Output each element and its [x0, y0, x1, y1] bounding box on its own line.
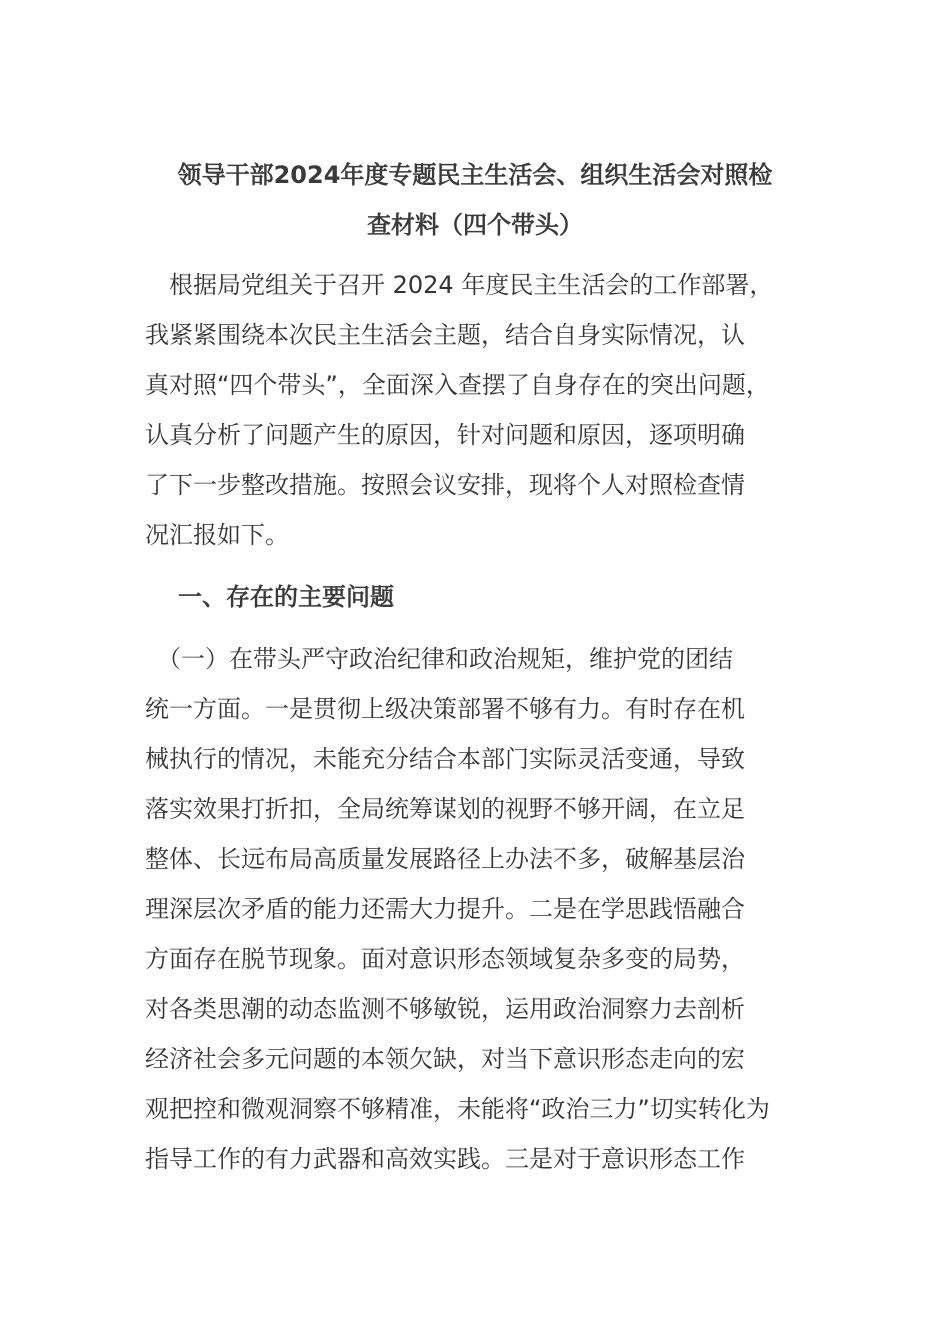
intro-paragraph — [145, 260, 815, 560]
section1-line: 落实效果打折扣，全局统筹谋划的视野不够开阔，在立足 — [145, 795, 745, 823]
section1-line: 观把控和微观洞察不够精准，未能将“政治三力”切实转化为 — [145, 1095, 770, 1123]
section1-line: 方面存在脱节现象。面对意识形态领域复杂多变的局势， — [145, 945, 745, 973]
section1-paragraph — [145, 634, 815, 1184]
intro-line: 我紧紧围绕本次民主生活会主题，结合自身实际情况，认 — [145, 321, 745, 349]
section1-line: 理深层次矛盾的能力还需大力提升。二是在学思践悟融合 — [145, 895, 745, 923]
title-line-1: 领导干部2024年度专题民主生活会、组织生活会对照检 — [177, 161, 773, 189]
section1-line: 整体、长远布局高质量发展路径上办法不多，破解基层治 — [145, 845, 745, 873]
section1-line: 械执行的情况，未能充分结合本部门实际灵活变通，导致 — [145, 745, 745, 773]
intro-line: 真对照“四个带头”，全面深入查摆了自身存在的突出问题， — [145, 371, 770, 399]
section1-line: 统一方面。一是贯彻上级决策部署不够有力。有时存在机 — [145, 695, 745, 723]
intro-line: 了下一步整改措施。按照会议安排，现将个人对照检查情 — [145, 471, 745, 499]
document-title — [140, 150, 810, 250]
section1-line: 指导工作的有力武器和高效实践。三是对于意识形态工作 — [145, 1145, 745, 1173]
title-line-2: 查材料（四个带头） — [367, 211, 583, 239]
section1-line: 经济社会多元问题的本领欠缺，对当下意识形态走向的宏 — [145, 1045, 745, 1073]
intro-line: 根据局党组关于召开 2024 年度民主生活会的工作部署， — [145, 271, 774, 299]
section-heading: 一、存在的主要问题 — [178, 583, 394, 611]
intro-line: 认真分析了问题产生的原因，针对问题和原因，逐项明确 — [145, 421, 745, 449]
intro-line: 况汇报如下。 — [145, 521, 289, 549]
section1-line: 对各类思潮的动态监测不够敏锐，运用政治洞察力去剖析 — [145, 995, 745, 1023]
section1-line: （一）在带头严守政治纪律和政治规矩，维护党的团结 — [145, 645, 733, 673]
